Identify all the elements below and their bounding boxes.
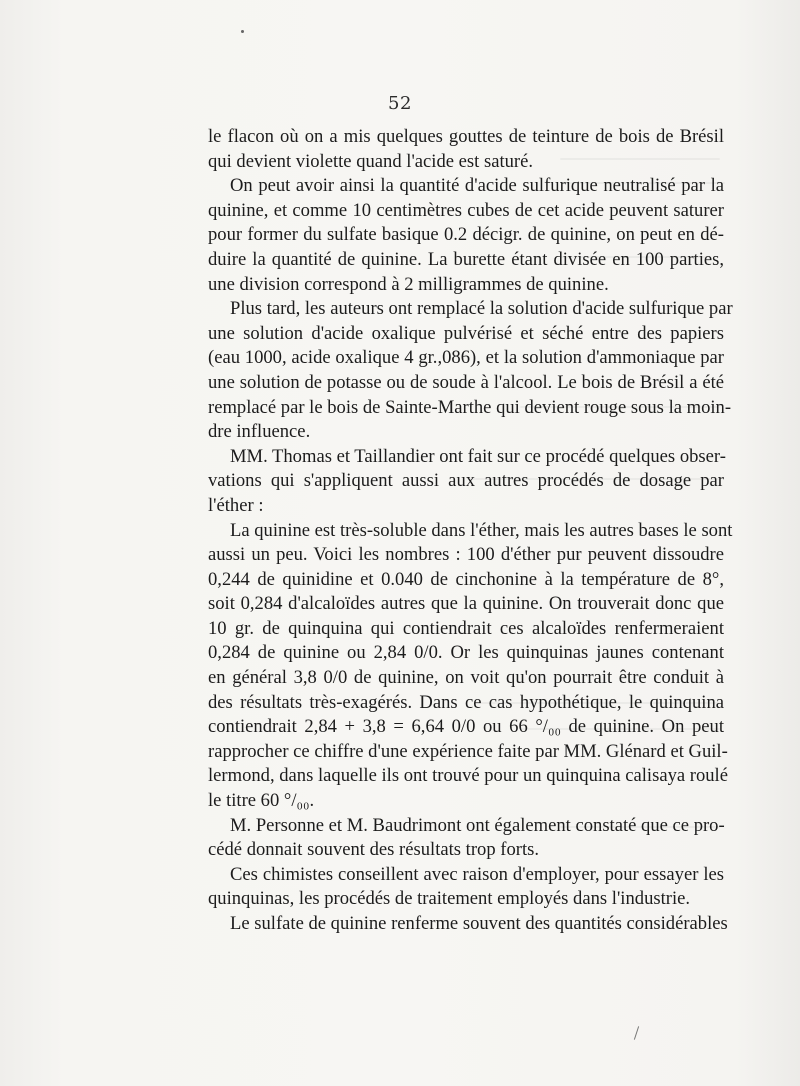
page-speck [241, 30, 244, 33]
text-line: MM. Thomas et Taillandier ont fait sur ce procédé quelques obser- [230, 445, 726, 467]
body-text [208, 125, 733, 937]
text-line: rapprocher ce chiffre d'une expérience faite par MM. Glénard et Guil- [208, 740, 728, 762]
text-line: le flacon où on a mis quelques gouttes de teinture de bois de Brésil [208, 126, 724, 147]
text-line: cédé donnait souvent des résultats trop forts. [208, 839, 539, 861]
text-line: qui devient violette quand l'acide est saturé. [208, 150, 534, 172]
text-line: 10 gr. de quinquina qui contiendrait ces alcaloïdes renfermeraient [208, 617, 724, 639]
text-line: On peut avoir ainsi la quantité d'acide sulfurique neutralisé par la [230, 175, 724, 197]
text-line: dre influence. [208, 421, 311, 443]
text-line: (eau 1000, acide oxalique 4 gr.,086), et la solution d'ammoniaque par [208, 347, 724, 369]
text-line: aussi un peu. Voici les nombres : 100 d'éther pur peuvent dissoudre [208, 544, 724, 566]
text-line: remplacé par le bois de Sainte-Marthe qui devient rouge sous la moin- [208, 396, 732, 418]
text-line: 0,244 de quinidine et 0.040 de cinchonine à la température de 8°, [208, 568, 724, 590]
text-line: pour former du sulfate basique 0.2 décigr. de quinine, on peut en dé- [208, 224, 724, 246]
text-line: contiendrait 2,84 + 3,8 = 6,64 0/0 ou 66 °/₀₀ de quinine. On peut [208, 716, 724, 738]
text-line: le titre 60 °/₀₀. [208, 790, 315, 812]
text-line: quinquinas, les procédés de traitement employés dans l'industrie. [208, 888, 691, 910]
text-line: une solution d'acide oxalique pulvérisé et séché entre des papiers [208, 322, 724, 344]
page-number: 52 [388, 93, 412, 114]
text-line: lermond, dans laquelle ils ont trouvé pour un quinquina calisaya roulé [208, 765, 728, 787]
text-line: Le sulfate de quinine renferme souvent des quantités considérables [230, 913, 728, 934]
text-line: soit 0,284 d'alcaloïdes autres que la quinine. On trouverait donc que [208, 593, 724, 615]
text-line: quinine, et comme 10 centimètres cubes de cet acide peuvent saturer [208, 199, 724, 221]
text-line: une division correspond à 2 milligrammes de quinine. [208, 273, 609, 295]
text-line: La quinine est très-soluble dans l'éther, mais les autres bases le sont [230, 519, 733, 541]
text-line: duire la quantité de quinine. La burette étant divisée en 100 parties, [208, 248, 724, 270]
text-line: Plus tard, les auteurs ont remplacé la solution d'acide sulfurique par [230, 298, 733, 320]
text-line: en général 3,8 0/0 de quinine, on voit qu'on pourrait être conduit à [208, 667, 724, 689]
text-line: des résultats très-exagérés. Dans ce cas hypothétique, le quinquina [208, 691, 724, 713]
text-line: 0,284 de quinine ou 2,84 0/0. Or les quinquinas jaunes contenant [208, 642, 724, 664]
text-line: une solution de potasse ou de soude à l'alcool. Le bois de Brésil a été [208, 371, 724, 393]
page-mark [634, 1026, 639, 1040]
text-line: l'éther : [208, 494, 264, 516]
text-line: vations qui s'appliquent aussi aux autres procédés de dosage par [208, 470, 724, 492]
text-line: M. Personne et M. Baudrimont ont également constaté que ce pro- [230, 814, 725, 836]
text-line: Ces chimistes conseillent avec raison d'employer, pour essayer les [230, 863, 724, 885]
